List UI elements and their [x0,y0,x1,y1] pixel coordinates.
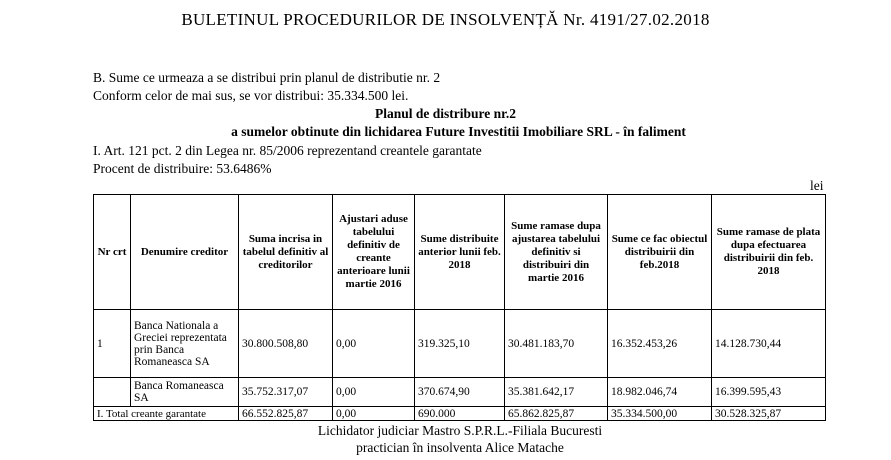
header-sume-ramase-plata: Sume ramase de plata dupa efectuarea distribuirii din feb. 2018 [712,195,826,310]
header-creditor: Denumire creditor [131,195,239,310]
total-distribuire: 35.334.500,00 [608,407,712,421]
header-suma-inscrisa: Suma incrisa in tabelul definitiv al creditorilor [239,195,333,310]
plan-subtitle: a sumelor obtinute din lichidarea Future Investitii Imobiliare SRL - în faliment [231,124,686,139]
header-sume-ramase: Sume ramase dupa ajustarea tabelului definitiv si distribuiri din martie 2016 [505,195,608,310]
row-inscrisa: 35.752.317,07 [239,378,333,407]
table-header-row [94,195,826,310]
row-ramase-plata: 14.128.730,44 [712,310,826,378]
row-ajustari: 0,00 [333,378,415,407]
article-reference: I. Art. 121 pct. 2 din Legea nr. 85/2006 reprezentand creantele garantate [93,143,482,158]
total-ramase: 65.862.825,87 [505,407,608,421]
table-row [94,310,826,378]
header-nr-crt: Nr crt [94,195,131,310]
row-inscrisa: 30.800.508,80 [239,310,333,378]
row-distribuite: 319.325,10 [415,310,505,378]
liquidator-name: Lichidator judiciar Mastro S.P.R.L.-Filiala Bucuresti [317,423,603,438]
row-ramase: 35.381.642,17 [505,378,608,407]
row-nr: 1 [94,310,131,378]
header-sume-distribuire: Sume ce fac obiectul distribuirii din feb.2018 [608,195,712,310]
row-distribuire: 16.352.453,26 [608,310,712,378]
row-nr [94,378,131,407]
header-ajustari: Ajustari aduse tabelului definitiv de creante anterioare lunii martie 2016 [333,195,415,310]
row-distribuire: 18.982.046,74 [608,378,712,407]
intro-line-2: Conform celor de mai sus, se vor distribui: 35.334.500 lei. [93,88,409,103]
row-creditor: Banca Nationala a Greciei reprezentata prin Banca Romaneasca SA [131,310,239,378]
distribution-table [93,194,826,421]
bulletin-header: BULETINUL PROCEDURILOR DE INSOLVENȚĂ Nr. 4191/27.02.2018 [181,10,710,29]
row-creditor: Banca Romaneasca SA [131,378,239,407]
table-row [94,378,826,407]
plan-title: Planul de distribure nr.2 [374,106,517,121]
table-total-row [94,407,826,421]
intro-line-1: B. Sume ce urmeaza a se distribui prin planul de distributie nr. 2 [93,70,441,85]
total-inscrisa: 66.552.825,87 [239,407,333,421]
currency-unit: lei [810,178,824,193]
header-sume-distribuite: Sume distribuite anterior lunii feb. 2018 [415,195,505,310]
row-distribuite: 370.674,90 [415,378,505,407]
total-distribuite: 690.000 [415,407,505,421]
total-ramase-plata: 30.528.325,87 [712,407,826,421]
row-ajustari: 0,00 [333,310,415,378]
total-ajustari: 0,00 [333,407,415,421]
row-ramase: 30.481.183,70 [505,310,608,378]
row-ramase-plata: 16.399.595,43 [712,378,826,407]
practitioner-name: practician în insolventa Alice Matache [356,440,564,455]
total-label: I. Total creante garantate [94,407,239,421]
distribution-percent: Procent de distribuire: 53.6486% [93,161,272,176]
